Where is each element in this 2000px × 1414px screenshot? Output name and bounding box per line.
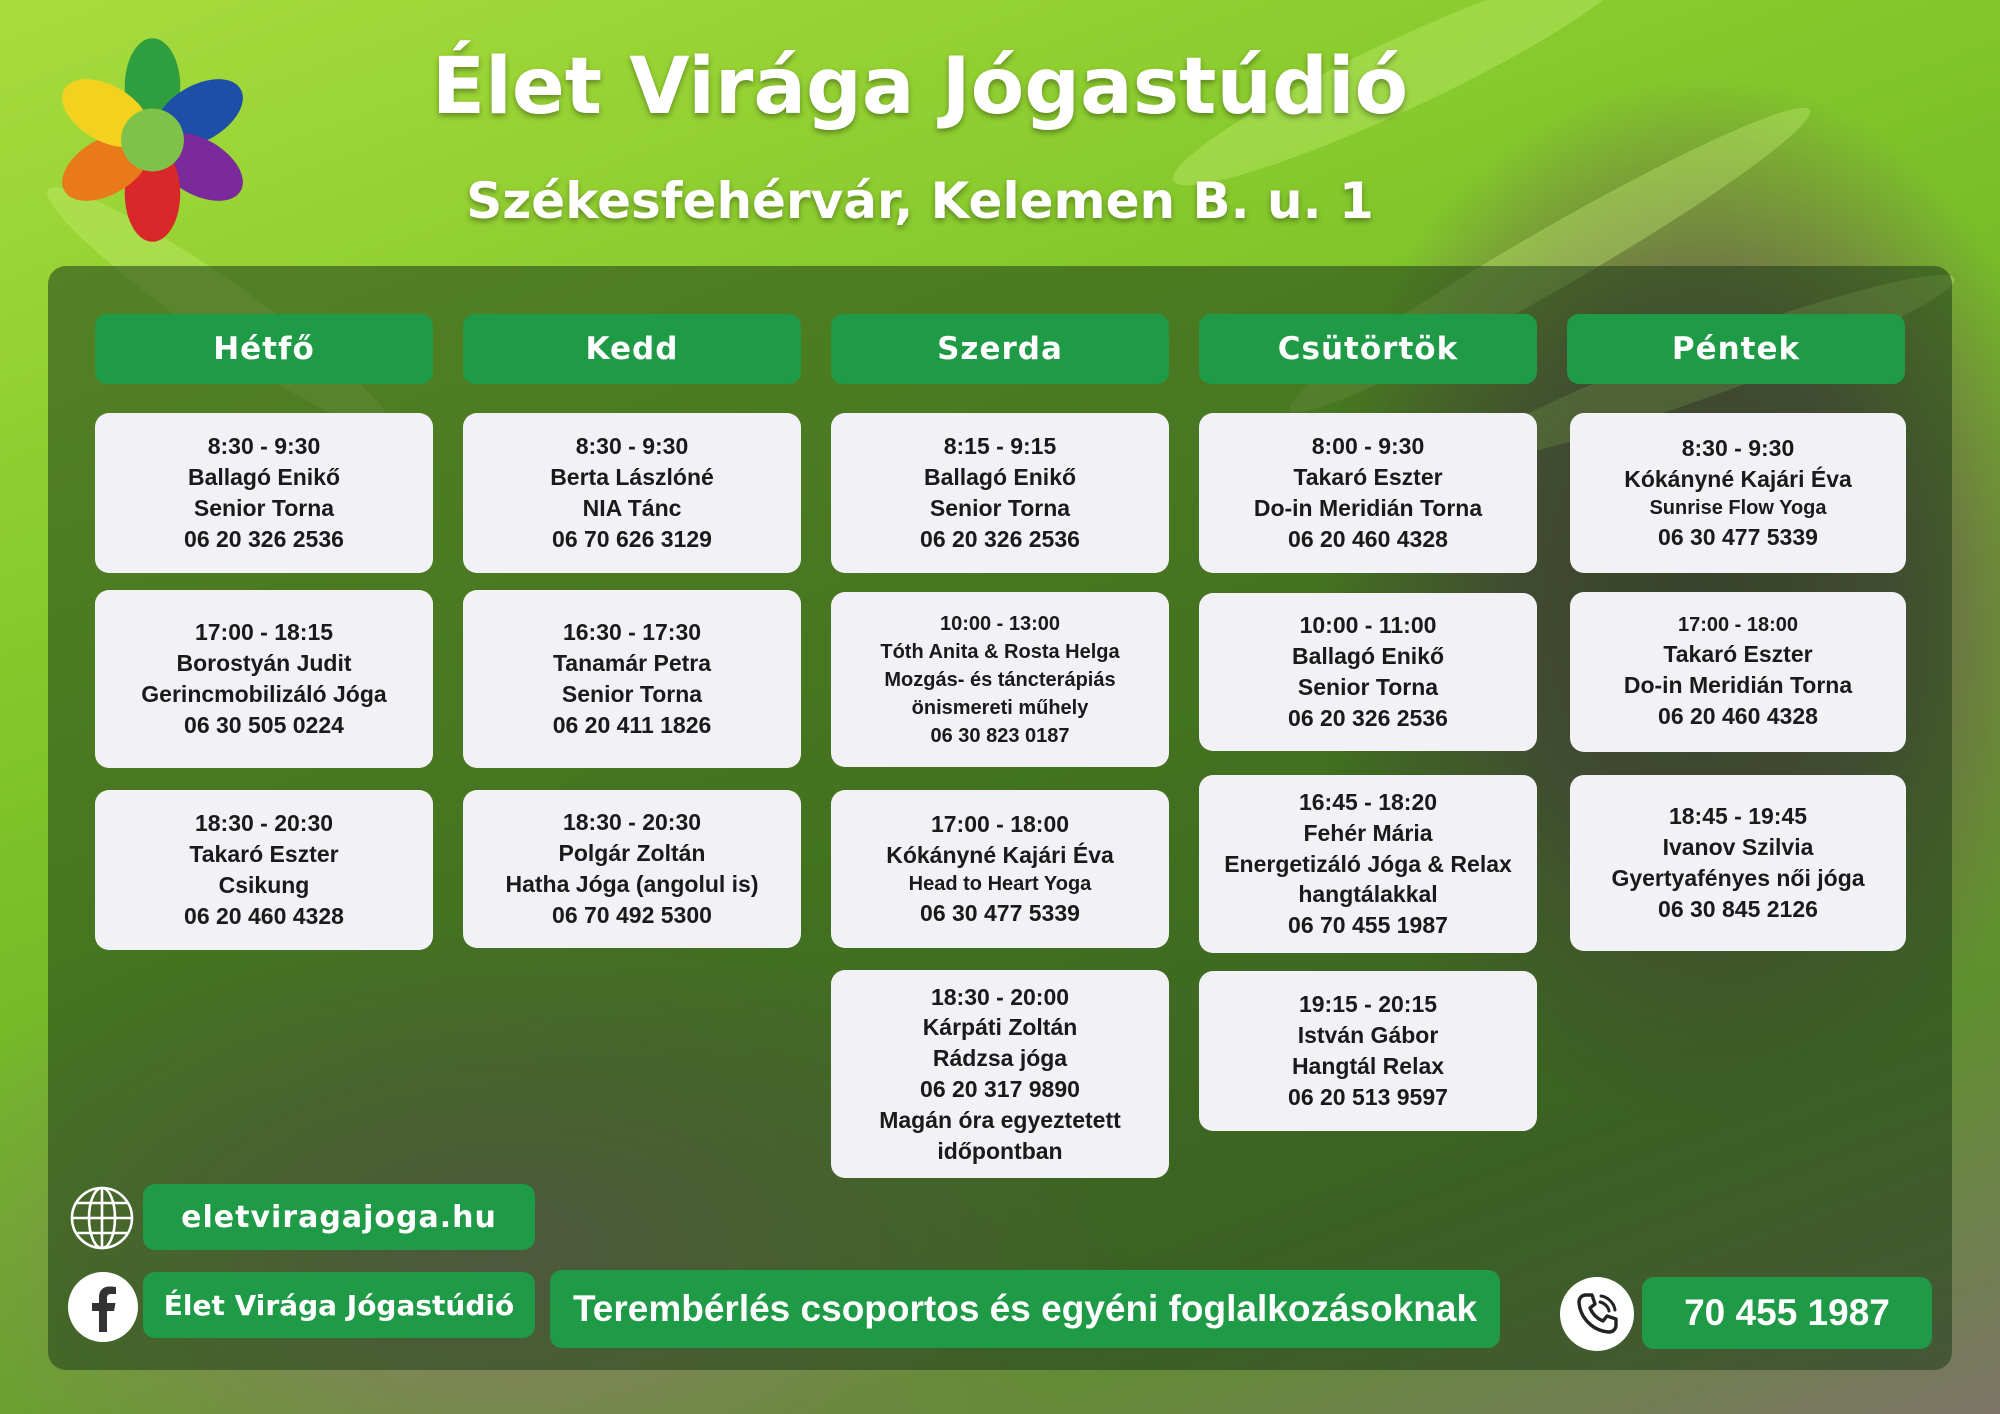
class-teacher: Polgár Zoltán [558,840,706,867]
day-header: Péntek [1567,314,1905,384]
class-teacher: Tóth Anita & Rosta Helga [880,640,1120,663]
day-header: Szerda [831,314,1169,384]
class-time: 8:30 - 9:30 [1681,435,1795,462]
class-teacher: Takaró Eszter [1663,641,1813,668]
class-teacher: Ballagó Enikő [187,464,341,491]
class-name: Sunrise Flow Yoga [1649,497,1827,519]
class-name: Gyertyafényes női jóga [1611,865,1865,891]
class-card [1570,592,1906,752]
class-teacher: Borostyán Judit [176,650,352,677]
class-card [95,413,433,573]
class-time: 16:30 - 17:30 [562,619,702,646]
class-teacher: Ivanov Szilvia [1662,834,1814,861]
class-card [831,790,1169,948]
class-phone: 06 20 317 9890 [920,1076,1080,1102]
class-name: Head to Heart Yoga [908,873,1092,895]
day-header: Hétfő [95,314,433,384]
class-teacher: Kárpáti Zoltán [922,1014,1078,1041]
facebook-link[interactable]: Élet Virága Jógastúdió [143,1272,535,1338]
class-name: Senior Torna [929,495,1071,521]
class-time: 18:30 - 20:00 [930,983,1070,1010]
day-column-kedd [463,314,801,384]
class-teacher: Kókányné Kajári Éva [886,842,1114,869]
class-teacher: Berta Lászlóné [550,464,714,491]
class-card [1199,775,1537,953]
class-card [463,790,801,948]
class-card [95,590,433,768]
class-card [463,413,801,573]
class-phone: 06 20 460 4328 [1658,702,1818,729]
class-teacher: Ballagó Enikő [923,464,1077,491]
class-name: Senior Torna [561,681,703,707]
class-phone: 06 30 505 0224 [184,711,344,738]
phone-icon [1560,1277,1634,1351]
class-card [1199,413,1537,573]
class-card [1570,775,1906,951]
class-teacher: Kókányné Kajári Éva [1624,466,1852,493]
class-name: Senior Torna [1297,674,1439,700]
class-teacher: Fehér Mária [1303,819,1433,846]
class-card [463,590,801,768]
class-time: 17:00 - 18:00 [1677,614,1799,637]
class-name-line2: hangtálakkal [1298,881,1438,908]
facebook-icon[interactable] [68,1272,138,1342]
class-phone: 06 30 845 2126 [1658,895,1818,922]
class-card [831,970,1169,1178]
website-link[interactable]: eletviragajoga.hu [143,1184,535,1250]
class-time: 18:30 - 20:30 [194,810,334,837]
class-phone: 06 20 326 2536 [920,525,1080,552]
class-time: 10:00 - 11:00 [1299,612,1437,639]
class-teacher: Tanamár Petra [552,650,712,677]
class-time: 8:00 - 9:30 [1311,433,1425,460]
class-phone: 06 20 460 4328 [184,902,344,929]
class-name: Senior Torna [193,495,335,521]
class-name: Rádzsa jóga [932,1045,1068,1072]
class-phone: 06 30 823 0187 [930,724,1070,747]
class-time: 16:45 - 18:20 [1298,788,1438,815]
class-time: 10:00 - 13:00 [939,612,1061,635]
class-name: Hangtál Relax [1291,1053,1445,1079]
class-time: 17:00 - 18:15 [194,619,334,646]
class-time: 8:30 - 9:30 [207,433,321,460]
class-card [831,592,1169,767]
class-card [1199,971,1537,1131]
day-header: Csütörtök [1199,314,1537,384]
day-column-csutortok [1199,314,1537,384]
studio-address: Székesfehérvár, Kelemen B. u. 1 [466,172,1374,230]
class-phone: 06 70 492 5300 [552,901,712,928]
class-name: Do-in Meridián Torna [1253,495,1483,521]
globe-icon [67,1183,137,1253]
class-teacher: Ballagó Enikő [1291,643,1445,670]
class-card [831,413,1169,573]
day-header: Kedd [463,314,801,384]
studio-title: Élet Virága Jógastúdió [431,42,1409,132]
class-phone: 06 20 411 1826 [552,711,712,738]
class-note: Magán óra egyeztetett [879,1106,1121,1133]
day-column-pentek [1567,314,1905,384]
class-note-line2: időpontban [937,1137,1063,1164]
class-name: Csikung [218,872,310,898]
class-name: Hatha Jóga (angolul is) [505,871,759,897]
class-time: 17:00 - 18:00 [930,811,1070,838]
class-name: Gerincmobilizáló Jóga [141,681,387,707]
class-teacher: Takaró Eszter [189,841,339,868]
class-time: 18:30 - 20:30 [562,809,702,836]
phone-number[interactable]: 70 455 1987 [1642,1277,1932,1349]
class-time: 8:15 - 9:15 [943,433,1057,460]
class-card [1199,593,1537,751]
class-teacher: István Gábor [1297,1022,1439,1049]
class-time: 8:30 - 9:30 [575,433,689,460]
class-card [95,790,433,950]
class-phone: 06 70 455 1987 [1288,912,1448,939]
class-phone: 06 20 513 9597 [1288,1083,1448,1110]
class-phone: 06 30 477 5339 [920,899,1080,926]
class-phone: 06 70 626 3129 [552,525,712,552]
class-phone: 06 20 326 2536 [184,525,344,552]
class-time: 18:45 - 19:45 [1668,803,1808,830]
day-column-szerda [831,314,1169,384]
class-name: Do-in Meridián Torna [1623,671,1853,698]
class-time: 19:15 - 20:15 [1298,991,1438,1018]
class-phone: 06 20 326 2536 [1288,704,1448,731]
class-name: Energetizáló Jóga & Relax [1224,850,1512,877]
class-teacher: Takaró Eszter [1293,464,1443,491]
class-name-line2: önismereti műhely [911,696,1089,719]
class-name: NIA Tánc [582,495,682,521]
room-rental-banner: Terembérlés csoportos és egyéni foglalkozásoknak [550,1270,1500,1348]
class-card [1570,413,1906,573]
class-phone: 06 30 477 5339 [1658,523,1818,550]
class-name: Mozgás- és táncterápiás [884,668,1116,691]
day-column-hetfo [95,314,433,384]
class-phone: 06 20 460 4328 [1288,525,1448,552]
